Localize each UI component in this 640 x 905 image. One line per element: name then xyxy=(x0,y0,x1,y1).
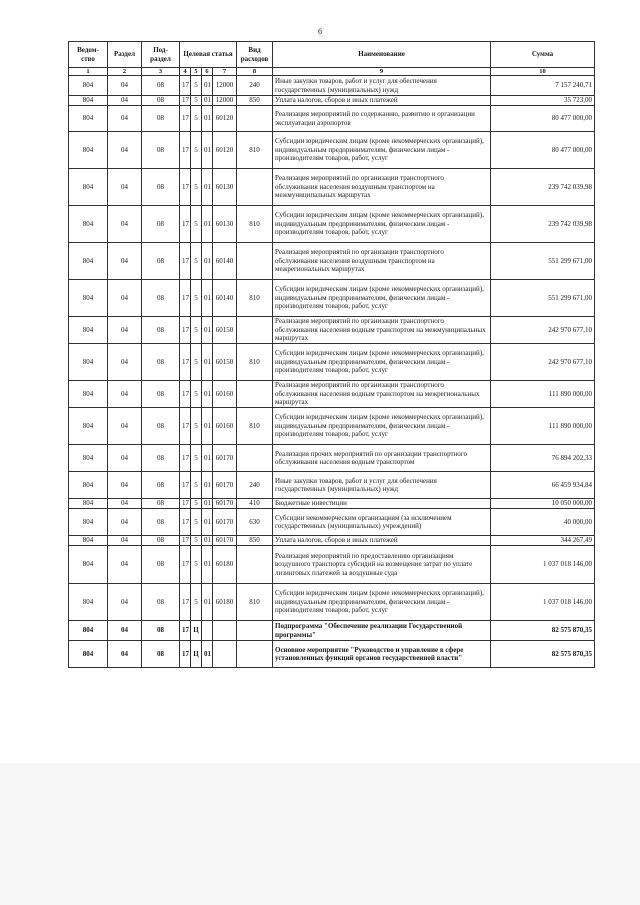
podrazdel-cell: 08 xyxy=(142,408,180,445)
program-code-cell: 17 xyxy=(180,509,191,536)
expense-type-cell: 240 xyxy=(237,76,273,96)
vedomstvo-cell: 804 xyxy=(69,317,108,344)
table-row xyxy=(69,509,595,536)
razdel-cell: 04 xyxy=(108,445,142,472)
vedomstvo-cell: 804 xyxy=(69,169,108,206)
vedomstvo-cell: 804 xyxy=(69,243,108,280)
event-code-cell: 01 xyxy=(202,76,213,96)
table-row xyxy=(69,280,595,317)
razdel-cell: 04 xyxy=(108,621,142,641)
sum-cell: 344 267,49 xyxy=(491,536,595,546)
subprogram-code-cell: 5 xyxy=(191,546,202,584)
direction-code-cell xyxy=(213,641,237,668)
vedomstvo-cell: 804 xyxy=(69,499,108,509)
program-code-cell: 17 xyxy=(180,76,191,96)
program-code-cell: 17 xyxy=(180,344,191,381)
name-cell: Реализация мероприятий по организации транспортного обслуживания населения водным транспортом на межмуниципальных маршрутах xyxy=(273,317,491,344)
table-row xyxy=(69,169,595,206)
direction-code-cell xyxy=(213,621,237,641)
razdel-cell: 04 xyxy=(108,76,142,96)
sum-cell: 242 970 677,10 xyxy=(491,344,595,381)
podrazdel-cell: 08 xyxy=(142,206,180,243)
event-code-cell: 01 xyxy=(202,499,213,509)
name-cell: Подпрограмма "Обеспечение реализации Государственной программы" xyxy=(273,621,491,641)
podrazdel-cell: 08 xyxy=(142,106,180,132)
direction-code-cell: 12000 xyxy=(213,76,237,96)
expense-type-cell: 810 xyxy=(237,132,273,169)
vedomstvo-cell: 804 xyxy=(69,408,108,445)
table-row xyxy=(69,106,595,132)
subprogram-code-cell: 5 xyxy=(191,408,202,445)
podrazdel-cell: 08 xyxy=(142,96,180,106)
vedomstvo-cell: 804 xyxy=(69,206,108,243)
table-row xyxy=(69,243,595,280)
razdel-cell: 04 xyxy=(108,317,142,344)
expense-type-cell: 630 xyxy=(237,509,273,536)
name-cell: Реализация мероприятий по организации транспортного обслуживания населения воздушным транспортом на межрегиональных маршрутах xyxy=(273,243,491,280)
sum-cell: 76 894 202,33 xyxy=(491,445,595,472)
program-code-cell: 17 xyxy=(180,536,191,546)
header-razdel: Раздел xyxy=(108,42,142,68)
sum-cell: 551 299 671,00 xyxy=(491,243,595,280)
program-code-cell: 17 xyxy=(180,206,191,243)
direction-code-cell: 60170 xyxy=(213,445,237,472)
program-code-cell: 17 xyxy=(180,584,191,621)
table-row xyxy=(69,206,595,243)
program-code-cell: 17 xyxy=(180,169,191,206)
direction-code-cell: 60180 xyxy=(213,546,237,584)
podrazdel-cell: 08 xyxy=(142,381,180,408)
name-cell: Субсидии юридическим лицам (кроме некоммерческих организаций), индивидуальным предпринимателям, физическим лицам - производителям товаров, работ, услуг xyxy=(273,584,491,621)
expense-type-cell xyxy=(237,381,273,408)
expense-type-cell xyxy=(237,317,273,344)
podrazdel-cell: 08 xyxy=(142,132,180,169)
event-code-cell: 01 xyxy=(202,344,213,381)
name-cell: Субсидии юридическим лицам (кроме некоммерческих организаций), индивидуальным предпринимателям, физическим лицам - производителям товаров, работ, услуг xyxy=(273,408,491,445)
table-row xyxy=(69,584,595,621)
header-podrazdel: Под- раздел xyxy=(142,42,180,68)
event-code-cell: 01 xyxy=(202,641,213,668)
subprogram-code-cell: 5 xyxy=(191,243,202,280)
razdel-cell: 04 xyxy=(108,344,142,381)
program-code-cell: 17 xyxy=(180,317,191,344)
subprogram-code-cell: Ц xyxy=(191,621,202,641)
table-row xyxy=(69,499,595,509)
program-code-cell: 17 xyxy=(180,381,191,408)
program-code-cell: 17 xyxy=(180,472,191,499)
podrazdel-cell: 08 xyxy=(142,344,180,381)
event-code-cell: 01 xyxy=(202,96,213,106)
direction-code-cell: 60170 xyxy=(213,499,237,509)
event-code-cell: 01 xyxy=(202,408,213,445)
subprogram-code-cell: Ц xyxy=(191,641,202,668)
direction-code-cell: 60150 xyxy=(213,344,237,381)
direction-code-cell: 60130 xyxy=(213,169,237,206)
event-code-cell: 01 xyxy=(202,584,213,621)
podrazdel-cell: 08 xyxy=(142,243,180,280)
vedomstvo-cell: 804 xyxy=(69,106,108,132)
sum-cell: 10 050 000,00 xyxy=(491,499,595,509)
name-cell: Реализация мероприятий по предоставлению организациям воздушного транспорта субсидий на возмещение затрат по уплате лизинговых платежей за воздушные суда xyxy=(273,546,491,584)
razdel-cell: 04 xyxy=(108,243,142,280)
program-code-cell: 17 xyxy=(180,445,191,472)
name-cell: Субсидии юридическим лицам (кроме некоммерческих организаций), индивидуальным предпринимателям, физическим лицам - производителям товаров, работ, услуг xyxy=(273,132,491,169)
sum-cell: 35 723,00 xyxy=(491,96,595,106)
program-code-cell: 17 xyxy=(180,641,191,668)
header-row xyxy=(69,42,595,68)
subprogram-code-cell: 5 xyxy=(191,381,202,408)
column-number: 5 xyxy=(191,68,202,76)
vedomstvo-cell: 804 xyxy=(69,445,108,472)
subprogram-code-cell: 5 xyxy=(191,472,202,499)
column-number: 4 xyxy=(180,68,191,76)
razdel-cell: 04 xyxy=(108,206,142,243)
program-code-cell: 17 xyxy=(180,621,191,641)
event-code-cell: 01 xyxy=(202,317,213,344)
vedomstvo-cell: 804 xyxy=(69,584,108,621)
program-code-cell: 17 xyxy=(180,280,191,317)
direction-code-cell: 60150 xyxy=(213,317,237,344)
expense-type-cell: 850 xyxy=(237,96,273,106)
podrazdel-cell: 08 xyxy=(142,76,180,96)
column-numbers-row xyxy=(69,68,595,76)
name-cell: Реализация мероприятий по организации транспортного обслуживания населения водным транспортом на межрегиональных маршрутах xyxy=(273,381,491,408)
name-cell: Субсидии юридическим лицам (кроме некоммерческих организаций), индивидуальным предпринимателям, физическим лицам - производителям товаров, работ, услуг xyxy=(273,344,491,381)
subprogram-code-cell: 5 xyxy=(191,280,202,317)
direction-code-cell: 60160 xyxy=(213,408,237,445)
column-number: 9 xyxy=(273,68,491,76)
podrazdel-cell: 08 xyxy=(142,536,180,546)
vedomstvo-cell: 804 xyxy=(69,96,108,106)
direction-code-cell: 60120 xyxy=(213,106,237,132)
vedomstvo-cell: 804 xyxy=(69,509,108,536)
table-row xyxy=(69,96,595,106)
expense-type-cell xyxy=(237,621,273,641)
page-margin xyxy=(0,763,640,905)
sum-cell: 80 477 000,00 xyxy=(491,132,595,169)
table-row xyxy=(69,344,595,381)
direction-code-cell: 60140 xyxy=(213,243,237,280)
table-row xyxy=(69,132,595,169)
event-code-cell: 01 xyxy=(202,445,213,472)
name-cell: Иные закупки товаров, работ и услуг для обеспечения государственных (муниципальных) нужд xyxy=(273,76,491,96)
column-number: 7 xyxy=(213,68,237,76)
column-number: 10 xyxy=(491,68,595,76)
direction-code-cell: 60170 xyxy=(213,536,237,546)
sum-cell: 40 000,00 xyxy=(491,509,595,536)
event-code-cell: 01 xyxy=(202,280,213,317)
vedomstvo-cell: 804 xyxy=(69,280,108,317)
vedomstvo-cell: 804 xyxy=(69,381,108,408)
header-vedomstvo: Ведом- ство xyxy=(69,42,108,68)
expense-type-cell xyxy=(237,169,273,206)
subprogram-code-cell: 5 xyxy=(191,206,202,243)
sum-cell: 239 742 039,98 xyxy=(491,169,595,206)
name-cell: Субсидии юридическим лицам (кроме некоммерческих организаций), индивидуальным предпринимателям, физическим лицам - производителям товаров, работ, услуг xyxy=(273,206,491,243)
event-code-cell: 01 xyxy=(202,536,213,546)
direction-code-cell: 60120 xyxy=(213,132,237,169)
column-number: 3 xyxy=(142,68,180,76)
podrazdel-cell: 08 xyxy=(142,472,180,499)
razdel-cell: 04 xyxy=(108,546,142,584)
budget-table xyxy=(68,41,595,668)
podrazdel-cell: 08 xyxy=(142,169,180,206)
event-code-cell: 01 xyxy=(202,206,213,243)
vedomstvo-cell: 804 xyxy=(69,641,108,668)
subprogram-code-cell: 5 xyxy=(191,509,202,536)
razdel-cell: 04 xyxy=(108,536,142,546)
subprogram-code-cell: 5 xyxy=(191,317,202,344)
table-row xyxy=(69,621,595,641)
vedomstvo-cell: 804 xyxy=(69,472,108,499)
column-number: 2 xyxy=(108,68,142,76)
direction-code-cell: 60130 xyxy=(213,206,237,243)
program-code-cell: 17 xyxy=(180,546,191,584)
sum-cell: 111 890 000,00 xyxy=(491,408,595,445)
direction-code-cell: 12000 xyxy=(213,96,237,106)
name-cell: Субсидии некоммерческим организациям (за исключением государственных (муниципальных) учреждений) xyxy=(273,509,491,536)
podrazdel-cell: 08 xyxy=(142,641,180,668)
sum-cell: 82 575 870,35 xyxy=(491,641,595,668)
vedomstvo-cell: 804 xyxy=(69,344,108,381)
sum-cell: 551 299 671,00 xyxy=(491,280,595,317)
sum-cell: 7 157 240,71 xyxy=(491,76,595,96)
table-row xyxy=(69,536,595,546)
expense-type-cell: 240 xyxy=(237,472,273,499)
column-number: 8 xyxy=(237,68,273,76)
name-cell: Реализация мероприятий по содержанию, развитию и организации эксплуатации аэропортов xyxy=(273,106,491,132)
subprogram-code-cell: 5 xyxy=(191,584,202,621)
sum-cell: 1 037 018 146,00 xyxy=(491,584,595,621)
razdel-cell: 04 xyxy=(108,106,142,132)
sum-cell: 82 575 870,35 xyxy=(491,621,595,641)
podrazdel-cell: 08 xyxy=(142,546,180,584)
podrazdel-cell: 08 xyxy=(142,445,180,472)
direction-code-cell: 60170 xyxy=(213,509,237,536)
column-number: 6 xyxy=(202,68,213,76)
subprogram-code-cell: 5 xyxy=(191,132,202,169)
header-celevaya-statya: Целевая статья xyxy=(180,42,237,68)
event-code-cell: 01 xyxy=(202,169,213,206)
sum-cell: 239 742 039,98 xyxy=(491,206,595,243)
header-vid-rashodov: Вид расходов xyxy=(237,42,273,68)
subprogram-code-cell: 5 xyxy=(191,106,202,132)
program-code-cell: 17 xyxy=(180,408,191,445)
vedomstvo-cell: 804 xyxy=(69,546,108,584)
event-code-cell: 01 xyxy=(202,472,213,499)
event-code-cell: 01 xyxy=(202,106,213,132)
table-row xyxy=(69,445,595,472)
event-code-cell: 01 xyxy=(202,243,213,280)
podrazdel-cell: 08 xyxy=(142,499,180,509)
event-code-cell: 01 xyxy=(202,381,213,408)
sum-cell: 80 477 000,00 xyxy=(491,106,595,132)
subprogram-code-cell: 5 xyxy=(191,344,202,381)
program-code-cell: 17 xyxy=(180,499,191,509)
program-code-cell: 17 xyxy=(180,132,191,169)
razdel-cell: 04 xyxy=(108,408,142,445)
expense-type-cell: 810 xyxy=(237,344,273,381)
table-row xyxy=(69,381,595,408)
expense-type-cell xyxy=(237,106,273,132)
event-code-cell xyxy=(202,621,213,641)
table-row xyxy=(69,76,595,96)
vedomstvo-cell: 804 xyxy=(69,621,108,641)
event-code-cell: 01 xyxy=(202,546,213,584)
expense-type-cell: 810 xyxy=(237,206,273,243)
table-row xyxy=(69,317,595,344)
subprogram-code-cell: 5 xyxy=(191,169,202,206)
subprogram-code-cell: 5 xyxy=(191,96,202,106)
razdel-cell: 04 xyxy=(108,509,142,536)
direction-code-cell: 60160 xyxy=(213,381,237,408)
razdel-cell: 04 xyxy=(108,499,142,509)
razdel-cell: 04 xyxy=(108,472,142,499)
name-cell: Иные закупки товаров, работ и услуг для обеспечения государственных (муниципальных) нужд xyxy=(273,472,491,499)
expense-type-cell: 810 xyxy=(237,408,273,445)
razdel-cell: 04 xyxy=(108,96,142,106)
podrazdel-cell: 08 xyxy=(142,509,180,536)
vedomstvo-cell: 804 xyxy=(69,76,108,96)
sum-cell: 1 037 018 146,00 xyxy=(491,546,595,584)
vedomstvo-cell: 804 xyxy=(69,132,108,169)
name-cell: Субсидии юридическим лицам (кроме некоммерческих организаций), индивидуальным предпринимателям, физическим лицам - производителям товаров, работ, услуг xyxy=(273,280,491,317)
name-cell: Реализация мероприятий по организации транспортного обслуживания населения воздушным транспортом на межмуниципальных маршрутах xyxy=(273,169,491,206)
razdel-cell: 04 xyxy=(108,169,142,206)
expense-type-cell: 810 xyxy=(237,280,273,317)
program-code-cell: 17 xyxy=(180,243,191,280)
subprogram-code-cell: 5 xyxy=(191,76,202,96)
program-code-cell: 17 xyxy=(180,96,191,106)
expense-type-cell xyxy=(237,243,273,280)
razdel-cell: 04 xyxy=(108,584,142,621)
subprogram-code-cell: 5 xyxy=(191,445,202,472)
direction-code-cell: 60170 xyxy=(213,472,237,499)
expense-type-cell xyxy=(237,641,273,668)
razdel-cell: 04 xyxy=(108,280,142,317)
razdel-cell: 04 xyxy=(108,381,142,408)
direction-code-cell: 60140 xyxy=(213,280,237,317)
column-number: 1 xyxy=(69,68,108,76)
table-row xyxy=(69,546,595,584)
name-cell: Основное мероприятие "Руководство и управление в сфере установленных функций органов государственной власти" xyxy=(273,641,491,668)
sum-cell: 66 459 934,84 xyxy=(491,472,595,499)
table-row xyxy=(69,472,595,499)
expense-type-cell: 850 xyxy=(237,536,273,546)
event-code-cell: 01 xyxy=(202,509,213,536)
podrazdel-cell: 08 xyxy=(142,317,180,344)
subprogram-code-cell: 5 xyxy=(191,499,202,509)
name-cell: Уплата налогов, сборов и иных платежей xyxy=(273,96,491,106)
table-row xyxy=(69,641,595,668)
sum-cell: 242 970 677,10 xyxy=(491,317,595,344)
name-cell: Уплата налогов, сборов и иных платежей xyxy=(273,536,491,546)
expense-type-cell: 410 xyxy=(237,499,273,509)
vedomstvo-cell: 804 xyxy=(69,536,108,546)
expense-type-cell xyxy=(237,445,273,472)
direction-code-cell: 60180 xyxy=(213,584,237,621)
podrazdel-cell: 08 xyxy=(142,280,180,317)
expense-type-cell xyxy=(237,546,273,584)
expense-type-cell: 810 xyxy=(237,584,273,621)
subprogram-code-cell: 5 xyxy=(191,536,202,546)
header-summa: Сумма xyxy=(491,42,595,68)
razdel-cell: 04 xyxy=(108,132,142,169)
podrazdel-cell: 08 xyxy=(142,584,180,621)
page-number: 6 xyxy=(318,27,322,36)
header-naimenovanie: Наименование xyxy=(273,42,491,68)
program-code-cell: 17 xyxy=(180,106,191,132)
podrazdel-cell: 08 xyxy=(142,621,180,641)
table-row xyxy=(69,408,595,445)
razdel-cell: 04 xyxy=(108,641,142,668)
name-cell: Реализация прочих мероприятий по организации транспортного обслуживания населения водным транспортом xyxy=(273,445,491,472)
name-cell: Бюджетные инвестиции xyxy=(273,499,491,509)
event-code-cell: 01 xyxy=(202,132,213,169)
sum-cell: 111 890 000,00 xyxy=(491,381,595,408)
